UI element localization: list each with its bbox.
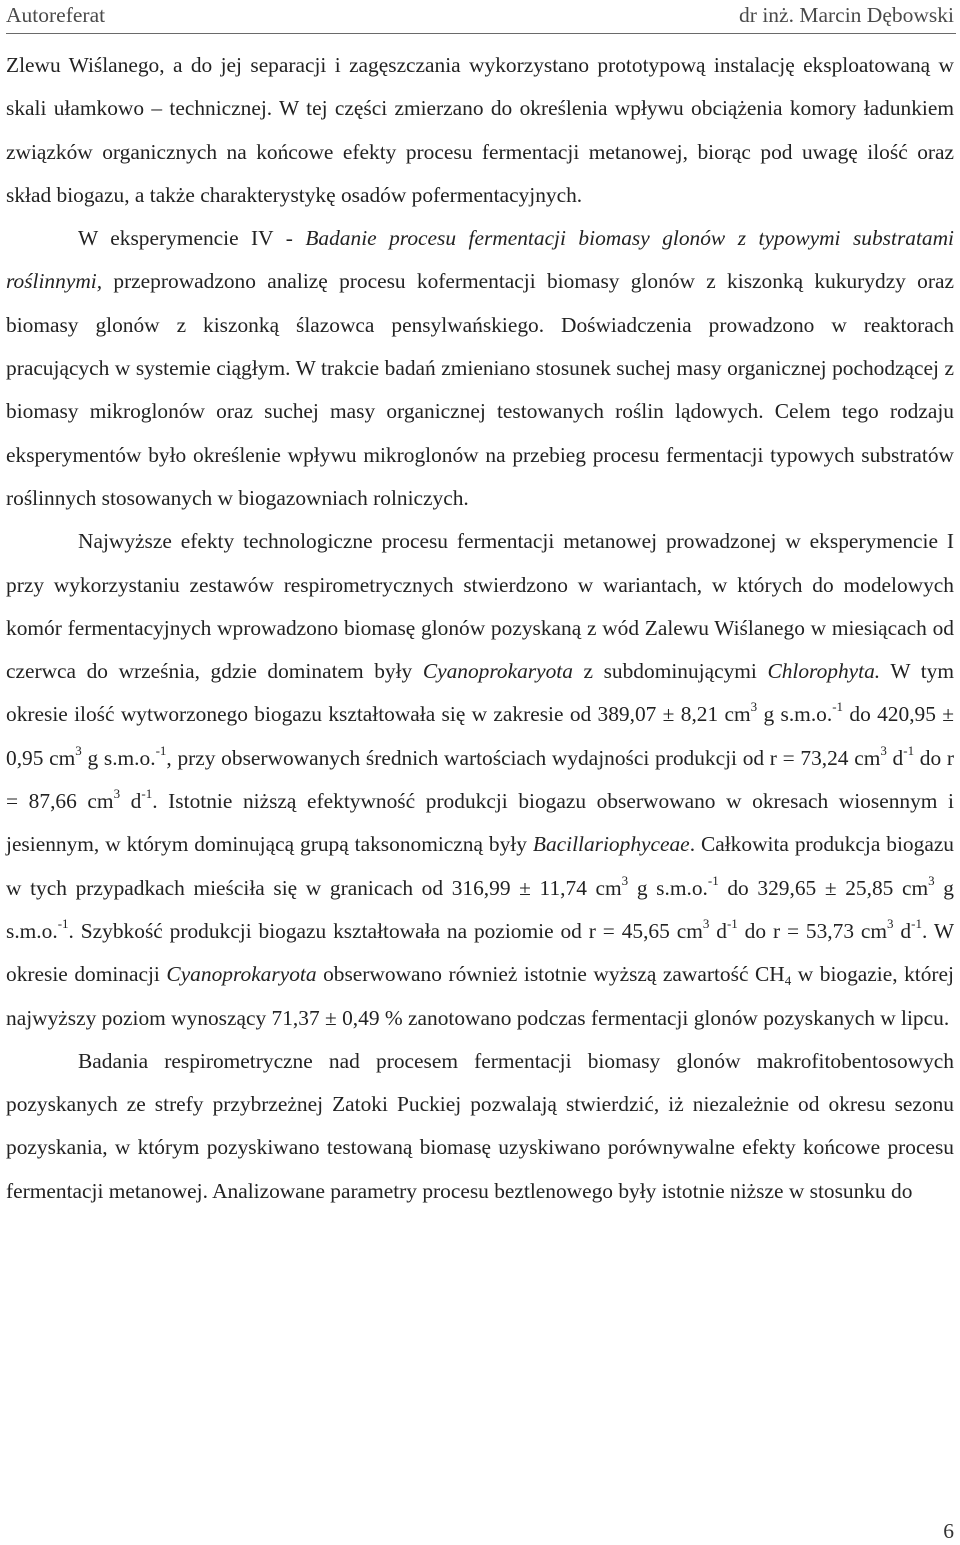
paragraph-3 [6, 520, 954, 1040]
text-run: , przy obserwowanych średnich wartościach wydajności produkcji od r = 73,24 cm [166, 745, 881, 770]
superscript: -1 [707, 872, 719, 888]
text-run: d [120, 789, 142, 814]
taxon-name: Chlorophyta. [767, 659, 881, 684]
superscript: -1 [141, 786, 153, 802]
superscript: -1 [911, 915, 922, 931]
superscript: 3 [702, 915, 710, 931]
superscript: 3 [928, 872, 935, 888]
paragraph-1: Zlewu Wiślanego, a do jej separacji i zagęszczania wykorzystano prototypową instalację eksploatowaną w skali ułamkowo – technicznej. W tej części zmierzano do określenia wpływu obciążenia komory ładunkiem związków organicznych na końcowe efekty procesu fermentacji metanowej, biorąc pod uwagę ilość oraz skład biogazu, a także charakterystykę osadów pofermentacyjnych. [6, 53, 954, 207]
superscript: 3 [880, 742, 887, 758]
text-run: d [709, 918, 727, 943]
superscript: 3 [621, 872, 629, 888]
document-body [6, 44, 954, 1213]
taxon-name: Bacillariophyceae [532, 832, 690, 857]
text-run: d [893, 918, 912, 943]
text-run: przeprowadzono analizę procesu kofermentacji biomasy glonów z kiszonką kukurydzy oraz biomasy glonów z kiszonką ślazowca pensylwańskiego. Doświadczenia prowadzono w reaktorach pracujących w systemie ciągłym. W trakcie badań zmieniano stosunek suchej masy organicznej pochodzącej z biomasy mikroglonów oraz suchej masy organicznej testowanych roślin lądowych. Celem tego rodzaju eksperymentów było określenie wpływu mikroglonów na przebieg procesu fermentacji typowych substratów roślinnych stosowanych w biogazowniach rolniczych. [6, 269, 954, 510]
header-document-type: Autoreferat [6, 3, 106, 27]
experiment-title: Badanie procesu fermentacji biomasy glonów z typowymi substratami roślinnymi, [6, 226, 954, 294]
text-run: . W okresie dominacji [6, 918, 955, 987]
text-run: W eksperymencie IV - [78, 226, 306, 251]
text-run: g s.m.o. [628, 875, 708, 900]
text-run: Najwyższe efekty technologiczne procesu fermentacji metanowej prowadzonej w eksperymencie I przy wykorzystaniu zestawów respirometrycznych stwierdzono w wariantach, w których do modelowych komór fermentacyjnych wprowadzono biomasę glonów pozyskaną z wód Zalewu Wiślanego w miesiącach od czerwca do września, gdzie dominatem były [6, 529, 954, 684]
paragraph-2 [6, 217, 954, 520]
text-run: d [886, 745, 904, 770]
superscript: -1 [57, 915, 69, 931]
header-author: dr inż. Marcin Dębowski [739, 3, 954, 27]
text-run: do 329,65 ± 25,85 cm [718, 875, 929, 900]
text-run: obserwowano również istotnie wyższą zawartość CH [316, 962, 785, 987]
superscript: 3 [113, 786, 121, 802]
text-run: g s.m.o. [6, 875, 954, 943]
superscript: -1 [832, 699, 844, 715]
superscript: 3 [75, 742, 82, 758]
text-run: w biogazie, której najwyższy poziom wynoszący 71,37 ± 0,49 % zanotowano podczas fermentacji glonów pozyskanych w lipcu. [6, 962, 954, 1030]
taxon-name: Cyanoprokaryota [166, 962, 317, 987]
text-run: do r = 87,66 cm [6, 745, 955, 814]
text-run: do 420,95 ± 0,95 cm [6, 702, 955, 770]
superscript: 3 [887, 915, 894, 931]
taxon-name: Cyanoprokaryota [422, 659, 573, 684]
superscript: -1 [903, 742, 915, 758]
superscript: -1 [155, 742, 167, 758]
subscript: 4 [784, 973, 792, 989]
superscript: -1 [726, 915, 738, 931]
text-run: do r = 53,73 cm [737, 918, 888, 943]
text-run: W tym okresie ilość wytworzonego biogazu kształtowała się w zakresie od 389,07 ± 8,21 cm [6, 659, 954, 727]
text-run: . Całkowita produkcja biogazu w tych przypadkach mieściła się w granicach od 316,99 ± 11,74 cm [6, 832, 955, 900]
page-number: 6 [943, 1519, 954, 1543]
page-header [6, 2, 954, 28]
header-rule [6, 33, 956, 34]
text-run: . Istotnie niższą efektywność produkcji biogazu obserwowano w okresach wiosennym i jesiennym, w którym dominującą grupą taksonomiczną były [6, 789, 954, 857]
text-run: z subdominującymi [572, 659, 768, 684]
paragraph-4: Badania respirometryczne nad procesem fermentacji biomasy glonów makrofitobentosowych pozyskanych ze strefy przybrzeżnej Zatoki Puckiej pozwalają stwierdzić, iż niezależnie od okresu sezonu pozyskania, w którym pozyskiwano testowaną biomasę uzyskiwano porównywalne efekty końcowe procesu fermentacji metanowej. Analizowane parametry procesu beztlenowego były istotnie niższe w stosunku do [6, 1048, 954, 1203]
superscript: 3 [750, 699, 758, 715]
text-run: g s.m.o. [757, 702, 833, 727]
text-run: . Szybkość produkcji biogazu kształtowała na poziomie od r = 45,65 cm [68, 918, 703, 943]
text-run: g s.m.o. [81, 745, 156, 770]
